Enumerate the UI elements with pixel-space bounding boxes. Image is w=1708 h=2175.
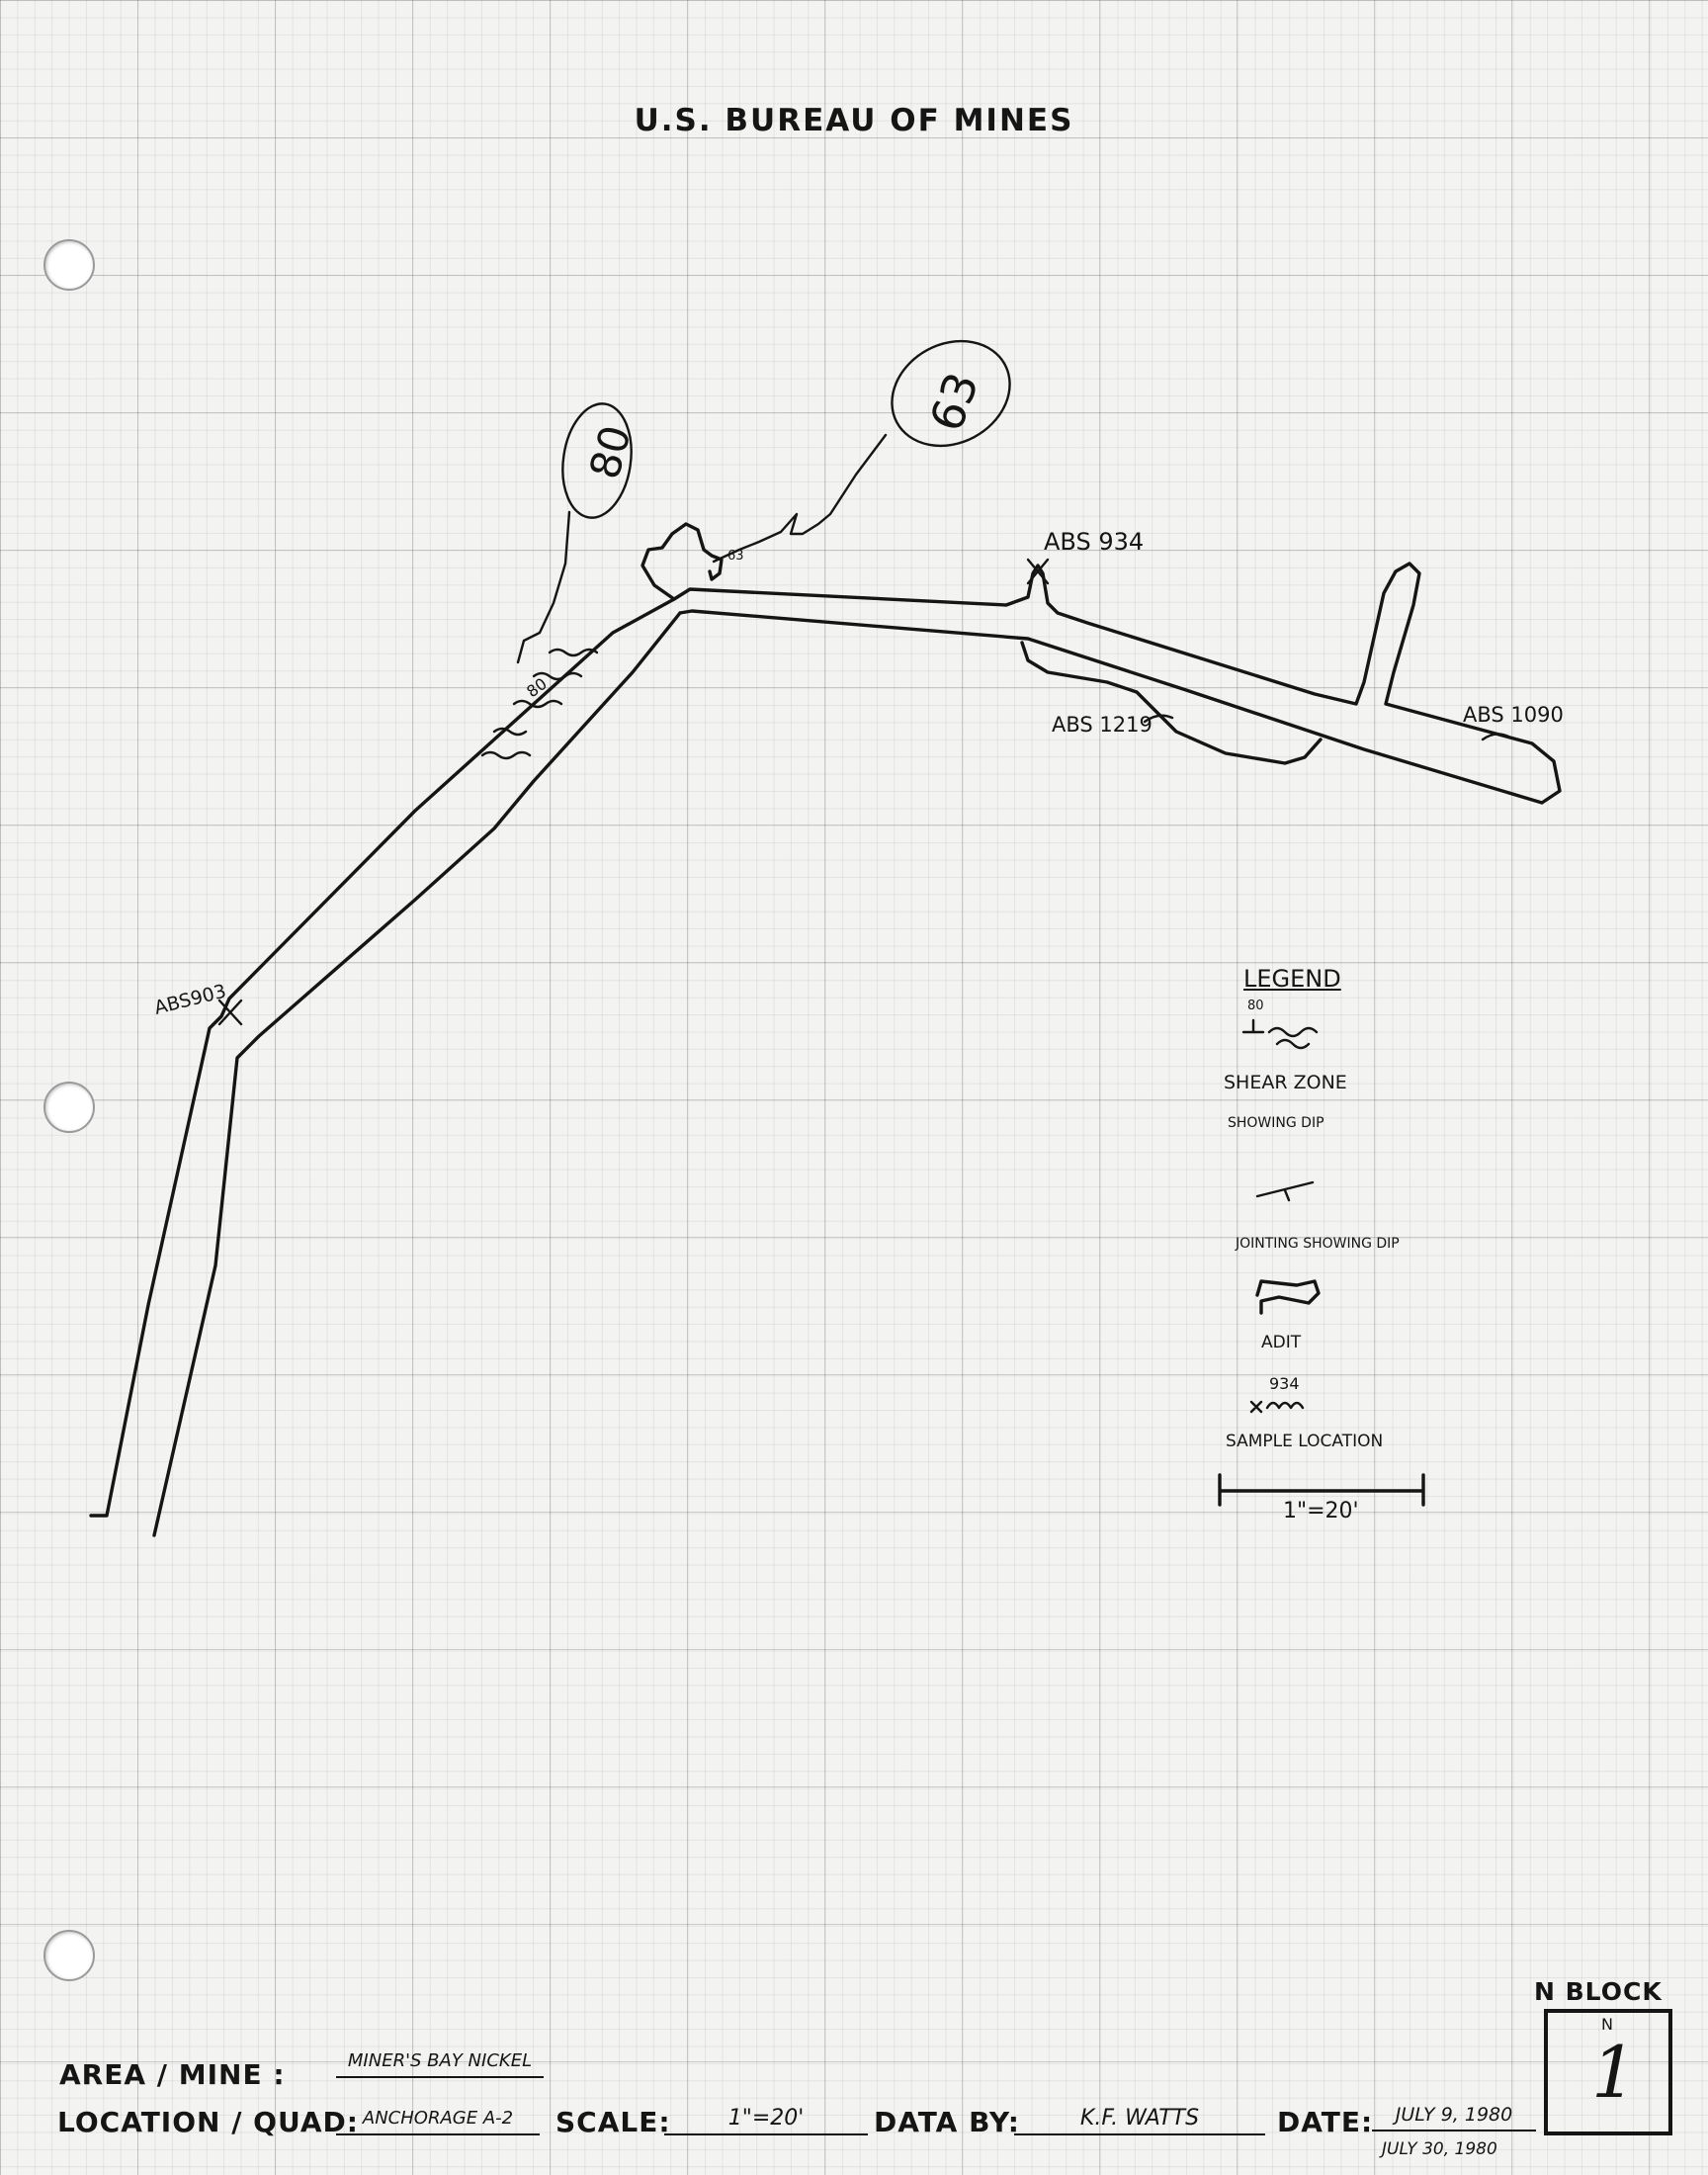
leader-line-80 (518, 512, 569, 662)
dip-label-joint: 63 (727, 549, 744, 564)
legend-adit-label: ADIT (1261, 1333, 1302, 1352)
legend-joint-symbol (1257, 1182, 1313, 1200)
block-label: N BLOCK (1534, 1977, 1663, 2006)
svg-text:ABS 934: ABS 934 (1044, 528, 1145, 556)
shear-zone-5 (482, 752, 530, 758)
adit-crosscut (642, 524, 722, 599)
legend-sample-number: 934 (1269, 1374, 1300, 1393)
block-box (1544, 2009, 1672, 2135)
data-by-label: DATA BY: (874, 2106, 1020, 2138)
dip-label-bubble-63: 63 (918, 365, 989, 439)
block-number: 1 (1591, 2031, 1637, 2114)
legend-jointing-label: JOINTING SHOWING DIP (1236, 1236, 1400, 1252)
legend-scale-label: 1"=20' (1283, 1499, 1359, 1523)
svg-text:ABS903: ABS903 (151, 980, 229, 1019)
date-label: DATE: (1277, 2106, 1374, 2138)
area-mine-value: MINER'S BAY NICKEL (336, 2046, 544, 2078)
legend-shear-symbol (1243, 1020, 1317, 1048)
legend-title: LEGEND (1243, 965, 1341, 993)
scale-label: SCALE: (555, 2106, 671, 2138)
legend-sample-symbol (1251, 1402, 1303, 1412)
sample-marker-1219 (1052, 713, 1172, 737)
location-quad-value: ANCHORAGE A-2 (336, 2104, 540, 2135)
svg-text:ABS 1219: ABS 1219 (1052, 713, 1153, 737)
area-mine-label: AREA / MINE : (59, 2058, 286, 2091)
date-value-1: JULY 9, 1980 (1372, 2100, 1536, 2132)
page-title: U.S. BUREAU OF MINES (634, 103, 1074, 138)
adit-stope (1022, 643, 1321, 763)
dip-label-shear: 80 (523, 673, 551, 702)
legend-sample-label: SAMPLE LOCATION (1226, 1432, 1384, 1451)
legend-shear-label-2: SHOWING DIP (1228, 1115, 1324, 1131)
data-by-value: K.F. WATTS (1014, 2104, 1265, 2135)
dip-label-bubble-80: 80 (579, 420, 640, 484)
svg-text:ABS 1090: ABS 1090 (1463, 703, 1564, 727)
date-value-2: JULY 30, 1980 (1382, 2139, 1497, 2159)
adit-wall-outer (91, 564, 1560, 1516)
legend-adit-symbol (1257, 1281, 1319, 1313)
adit-wall-inner (151, 613, 680, 1535)
sample-marker-1090 (1463, 703, 1564, 740)
sample-marker-934 (1028, 528, 1144, 583)
leader-line-63 (714, 435, 886, 562)
legend-shear-dip: 80 (1247, 999, 1264, 1013)
legend-shear-label-1: SHEAR ZONE (1224, 1072, 1347, 1093)
scale-value: 1"=20' (664, 2104, 868, 2135)
block-north-letter: N (1601, 2015, 1613, 2034)
location-quad-label: LOCATION / QUAD: (57, 2106, 359, 2138)
